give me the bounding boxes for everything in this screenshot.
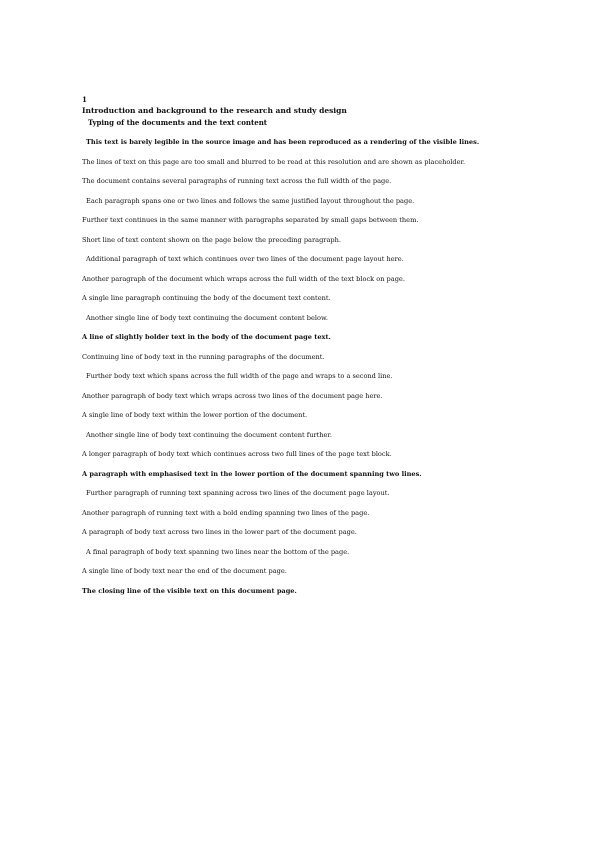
paragraph: The lines of text on this page are too small and blurred to be read at this resolution and are shown as placeholder. xyxy=(82,157,466,166)
paragraph: Further paragraph of running text spanning across two lines of the document page layout. xyxy=(86,489,390,497)
page-marker: 1 xyxy=(82,95,87,104)
paragraph: A final paragraph of body text spanning two lines near the bottom of the page. xyxy=(86,547,350,556)
paragraph: A paragraph with emphasised text in the lower portion of the document spanning two lines. xyxy=(82,469,422,478)
paragraph: The document contains several paragraphs of running text across the full width of the page. xyxy=(82,177,392,185)
paragraph: A line of slightly bolder text in the body of the document page text. xyxy=(82,333,331,341)
paragraph: A single line paragraph continuing the body of the document text content. xyxy=(82,294,331,302)
section-heading: Introduction and background to the research and study design xyxy=(82,106,347,115)
paragraph: The closing line of the visible text on this document page. xyxy=(82,586,297,595)
paragraph: Further body text which spans across the full width of the page and wraps to a second line. xyxy=(86,372,393,380)
paragraph: Another paragraph of running text with a bold ending spanning two lines of the page. xyxy=(82,508,370,517)
paragraph: Short line of text content shown on the page below the preceding paragraph. xyxy=(82,235,341,244)
paragraph: Another single line of body text continuing the document content below. xyxy=(86,313,328,322)
paragraph: Another paragraph of body text which wraps across two lines of the document page here. xyxy=(82,391,383,400)
paragraph: This text is barely legible in the source image and has been reproduced as a rendering of the visible lines. xyxy=(86,138,480,146)
paragraph: Additional paragraph of text which continues over two lines of the document page layout here. xyxy=(86,255,404,263)
paragraph: Another paragraph of the document which wraps across the full width of the text block on page. xyxy=(82,274,405,283)
paragraph: Continuing line of body text in the running paragraphs of the document. xyxy=(82,352,325,361)
paragraph: A longer paragraph of body text which continues across two full lines of the page text block. xyxy=(82,450,392,458)
section-subheading: Typing of the documents and the text content xyxy=(88,118,268,127)
paragraph: Another single line of body text continuing the document content further. xyxy=(86,430,332,439)
paragraph: A paragraph of body text across two lines in the lower part of the document page. xyxy=(82,528,357,536)
body-text xyxy=(82,136,513,598)
paragraph: A single line of body text near the end of the document page. xyxy=(82,567,287,575)
paragraph: Each paragraph spans one or two lines and follows the same justified layout throughout the page. xyxy=(86,196,415,205)
paragraph: Further text continues in the same manner with paragraphs separated by small gaps between them. xyxy=(82,216,419,224)
paragraph: A single line of body text within the lower portion of the document. xyxy=(82,411,308,419)
